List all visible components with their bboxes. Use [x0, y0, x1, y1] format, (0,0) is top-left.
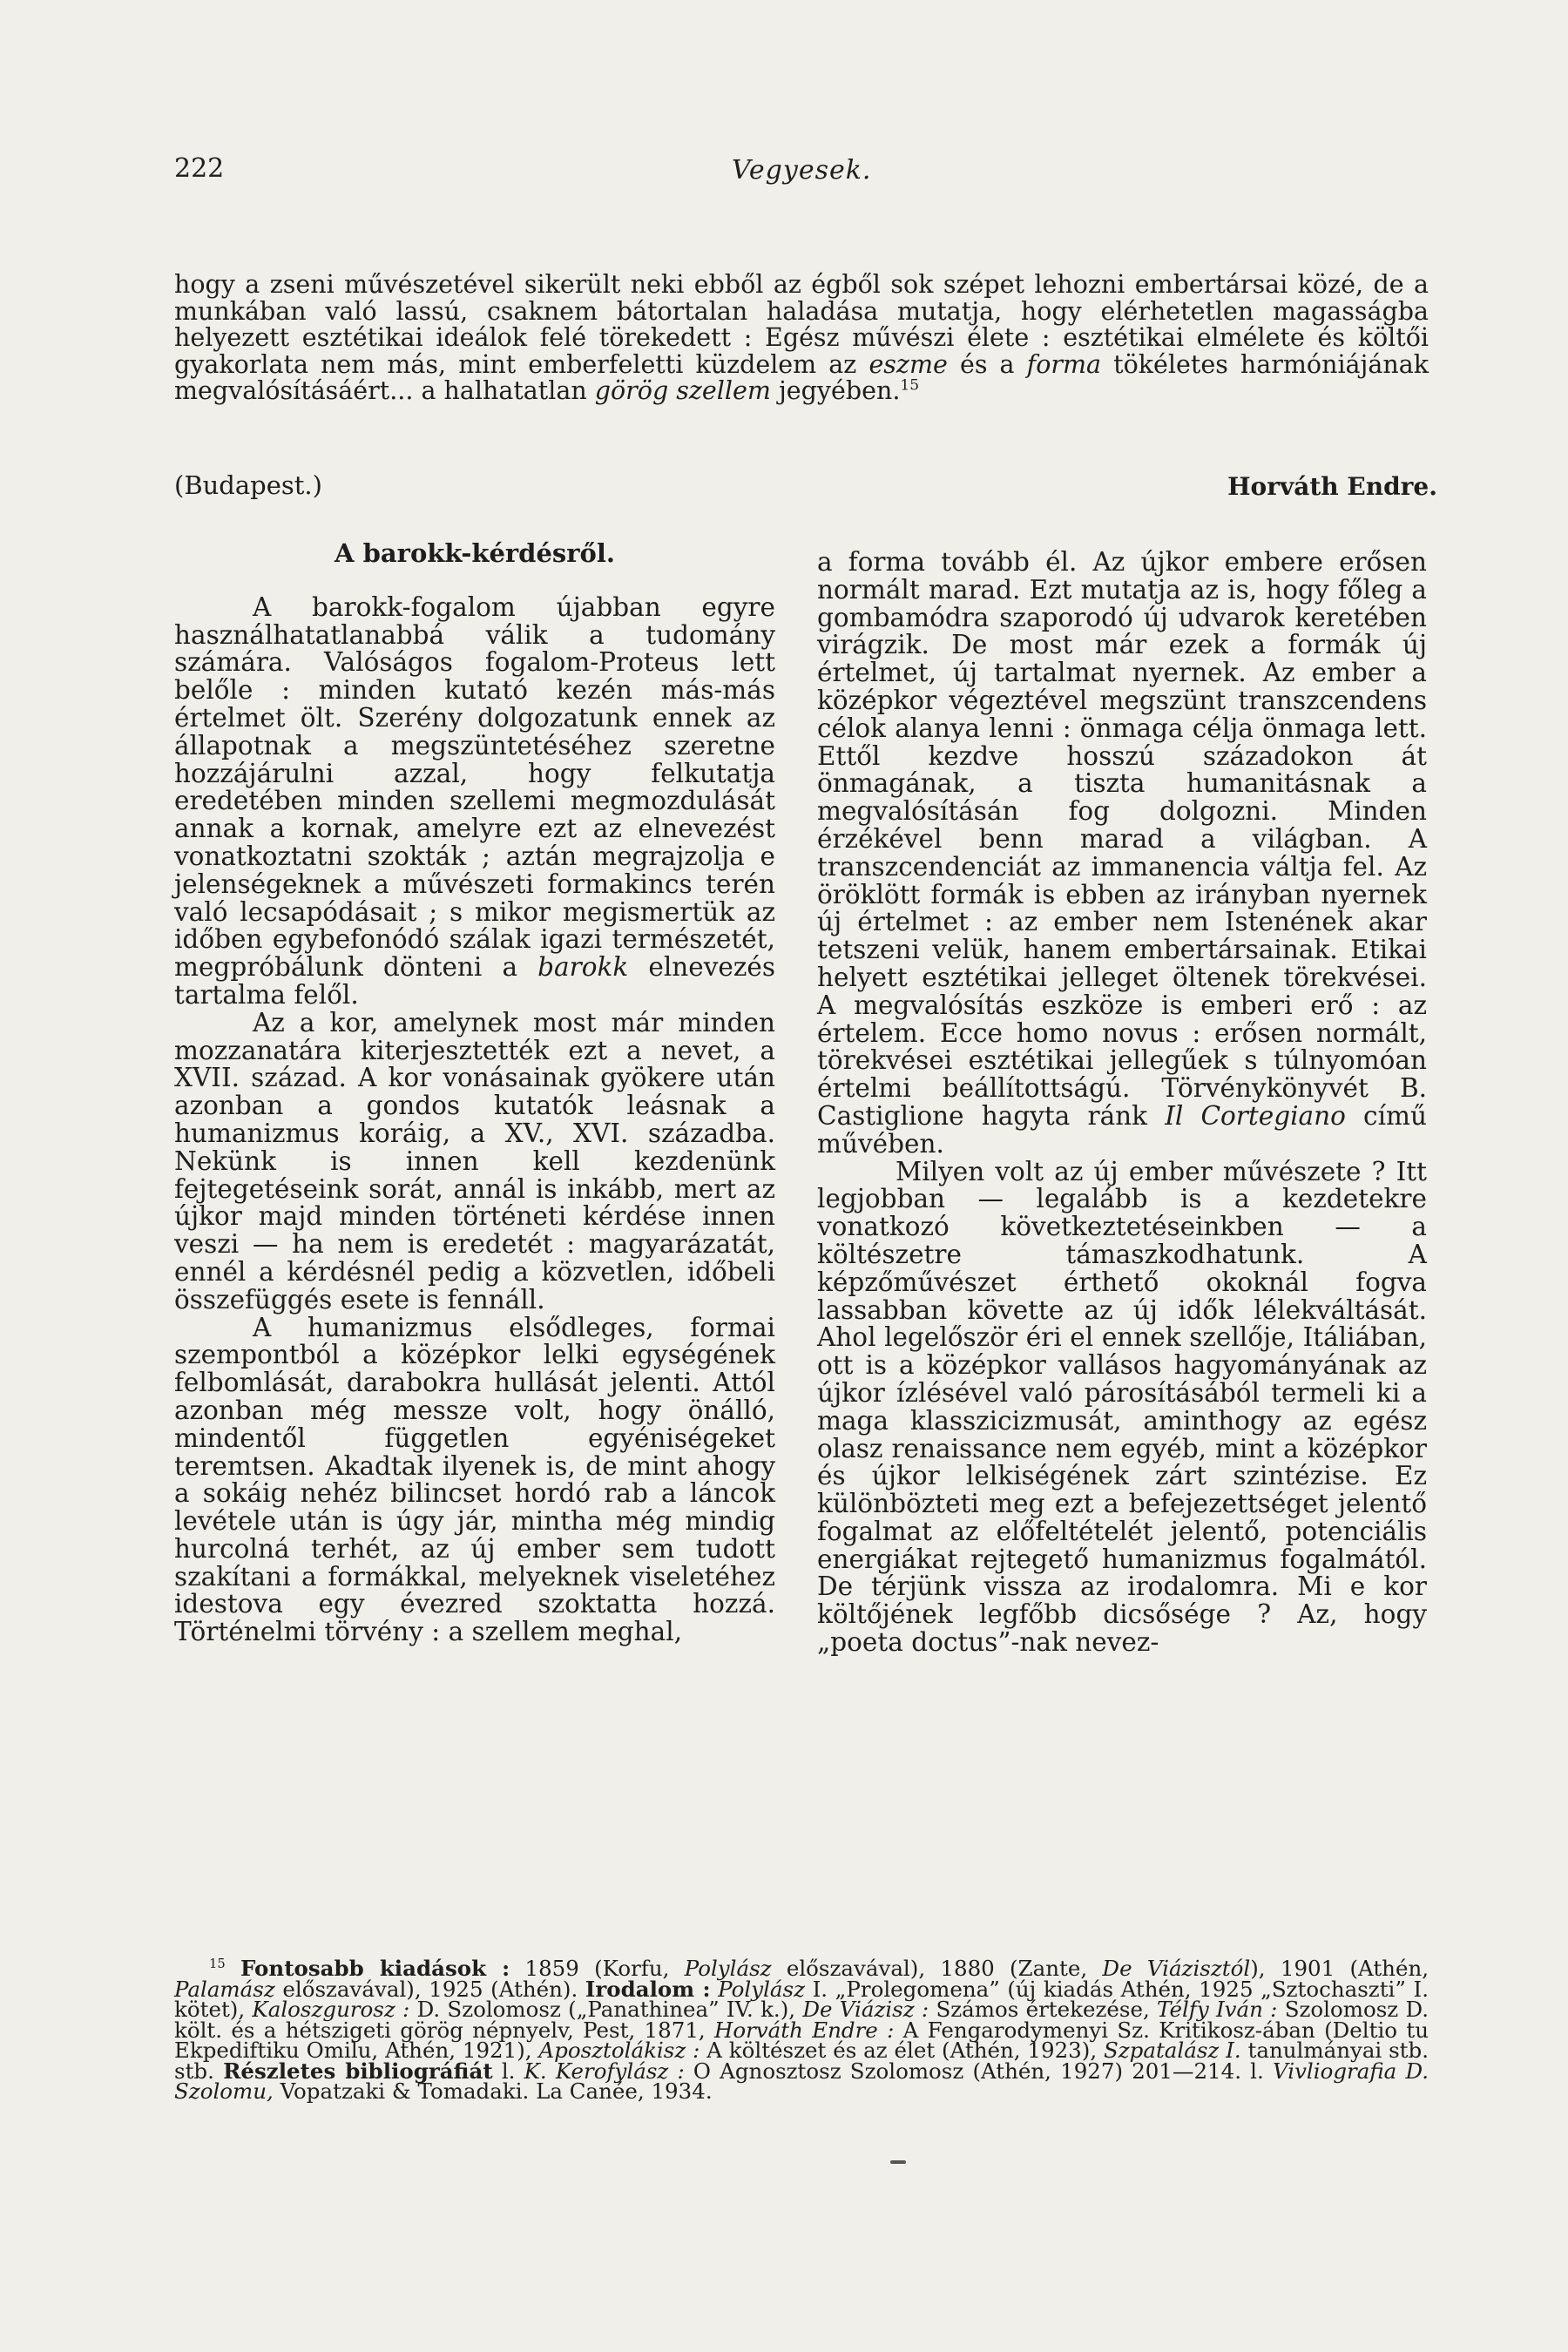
intro-text: hogy a zseni művészetével sikerült neki ebből az égből sok szépet lehozni embertársai közé, de a munkában való lassú, csaknem bátortalan haladása mutatja, hogy elérhetetlen magasságba helyezett esztétikai ideálok felé törekedett : Egész művészi élete : esztétikai elmélete és költői gyakorlata nem más, mint emberfeletti küzdelem az [174, 270, 1429, 379]
intro-tail: jegyében. [770, 376, 901, 405]
intro-paragraph [174, 272, 1429, 405]
intro-forma: forma [1026, 349, 1102, 379]
running-title: Vegyesek. [732, 155, 872, 186]
article-title: A barokk-kérdésről. [335, 538, 615, 568]
intro-greek-spirit: görög szellem [594, 376, 771, 405]
footnote-15: $^{15}$ Fontosabb kiadások : 1859 (Korfu, Polylász előszavával), 1880 (Zante, De Viázisztól), 1901 (Athén, Palamász előszavával), 1925 (Athén). Irodalom : Polylász I. „Prolegomena” (új kiadás Athén, 1925 „Sztochaszti” I. kötet), Kaloszgurosz : D. Szolomosz („Panathinea” IV. k.), De Viázisz : Számos értekezése, Télfy Iván : Szolomosz D. költ. és a hétszigeti görög népnyelv, Pest, 1871, Horváth Endre : A Fengarodymenyi Sz. Kritikosz-ában (Deltio tu Ekpediftiku Omilu, Athén, 1921), Aposztolákisz : A költészet és az élet (Athén, 1923), Szpatalász I. tanulmányai stb. stb. Részletes bibliográfiát l. K. Kerofylász : O Agnosztosz Szolomosz (Athén, 1927) 201—214. l. Vivliografia D. Szolomu, Vopatzaki & Tomadaki. La Canée, 1934. [174, 1956, 1429, 2104]
page-number: 222 [174, 153, 225, 184]
running-head [174, 153, 1455, 188]
right-column [817, 549, 1427, 1657]
ink-mark [890, 2160, 906, 2164]
intro-eszme: eszme [868, 349, 948, 379]
author-name: Horváth Endre. [1227, 472, 1437, 501]
barokk-term: barokk [537, 952, 629, 983]
left-paragraph-2: Az a kor, amelynek most már minden mozzanatára kiterjesztették ezt a nevet, a XVII. század. A kor vonásainak gyökere után azonban a gondos kutatók leásnak a humanizmus koráig, a XV., XVI. századba. Nekünk is innen kell kezdenünk fejtegetéseink sorát, annál is inkább, mert az újkor majd minden történeti kérdése innen veszi — ha nem is eredetét : magyarázatát, ennél a kérdésnél pedig a közvetlen, időbeli összefüggés esete is fennáll. [174, 1007, 775, 1315]
signature-line [174, 470, 1437, 502]
footnote-block [174, 1958, 1429, 2102]
left-paragraph-1: A barokk-fogalom újabban egyre használhatatlanabbá válik a tudomány számára. Valóságos fogalom-Proteus lett belőle : minden kutató kezén más-más értelmet ölt. Szerény dolgozatunk ennek az állapotnak a megszüntetéséhez szeretne hozzájárulni azzal, hogy felkutatja eredetében minden szellemi megmozdulását annak a kornak, amelyre ezt az elnevezést vonatkoztatni szokták ; aztán megrajzolja e jelenségeknek a művészeti formakincs terén való lecsapódásait ; s mikor megismertük az időben egybefonódó szálak igazi természetét, megpróbálunk dönteni a barokk elnevezés tartalma felől. [174, 591, 775, 1010]
right-paragraph-1: a forma tovább él. Az újkor embere erősen normált marad. Ezt mutatja az is, hogy főleg a gombamódra szaporodó új udvarok keretében virágzik. De most már ezek a formák új értelmet, új tartalmat nyernek. Az ember a középkor végeztével megszünt transzcendens célok alanya lenni : önmaga célja önmaga lett. Ettől kezdve hosszú századokon át önmagának, a tiszta humanitásnak a megvalósításán fog dolgozni. Minden érzékével benn marad a világban. A transzcendenciát az immanencia váltja fel. Az öröklött formák is ebben az irányban nyernek új értelmet : az ember nem Istenének akar tetszeni velük, hanem embertársainak. Etikai helyett esztétikai jelleget öltenek törekvései. A megvalósítás eszköze is emberi erő : az értelem. Ecce homo novus : erősen normált, törekvései esztétikai jellegűek s túlnyomóan értelmi beállítottságú. Törvénykönyvét B. Castiglione hagyta ránk Il Cortegiano című művében. [817, 547, 1427, 1159]
footnote-ref: 15 [900, 376, 920, 395]
left-column [174, 540, 775, 1646]
left-paragraph-3: A humanizmus elsődleges, formai szempontból a középkor lelki egységének felbomlását, darabokra hullását jelenti. Attól azonban még messze volt, hogy önálló, mindentől független egyéniségeket teremtsen. Akadtak ilyenek is, de mint ahogy a sokáig nehéz bilincset hordó rab a láncok levétele után is úgy jár, mintha még mindig hurcolná terhét, az új ember sem tudott szakítani a formákkal, melyeknek viseletéhez idestova egy évezred szoktatta hozzá. Történelmi törvény : a szellem meghal, [174, 1312, 775, 1647]
intro-and: és a [947, 349, 1027, 379]
right-paragraph-2: Milyen volt az új ember művészete ? Itt legjobban — legalább is a kezdetekre vonatkozó következtetéseinkben — a költészetre támaszkodhatunk. A képzőművészet érthető okoknál fogva lassabban követte az új idők lélekváltását. Ahol legelőször éri el ennek szellője, Itáliában, ott is a középkor vallásos hagyományának az újkor ízlésével való párosításából termeli ki a maga klasszicizmusát, aminthogy az egész olasz renaissance nem egyéb, mint a középkor és újkor lelkiségének zárt szintézise. Ez különbözteti meg ezt a befejezettséget jelentő fogalmat az előfeltételét jelentő, potenciális energiákat rejtegető humanizmus fogalmától. De térjünk vissza az irodalomra. Mi e kor költőjének legfőbb dicsősége ? Az, hogy „poeta doctus”-nak nevez- [817, 1156, 1427, 1658]
cortegiano-title: Il Cortegiano [1165, 1100, 1346, 1131]
place-text: (Budapest.) [174, 470, 322, 500]
intro-rest: tökéletes harmóniájának megvalósításáért... a halhatatlan [174, 349, 1429, 405]
